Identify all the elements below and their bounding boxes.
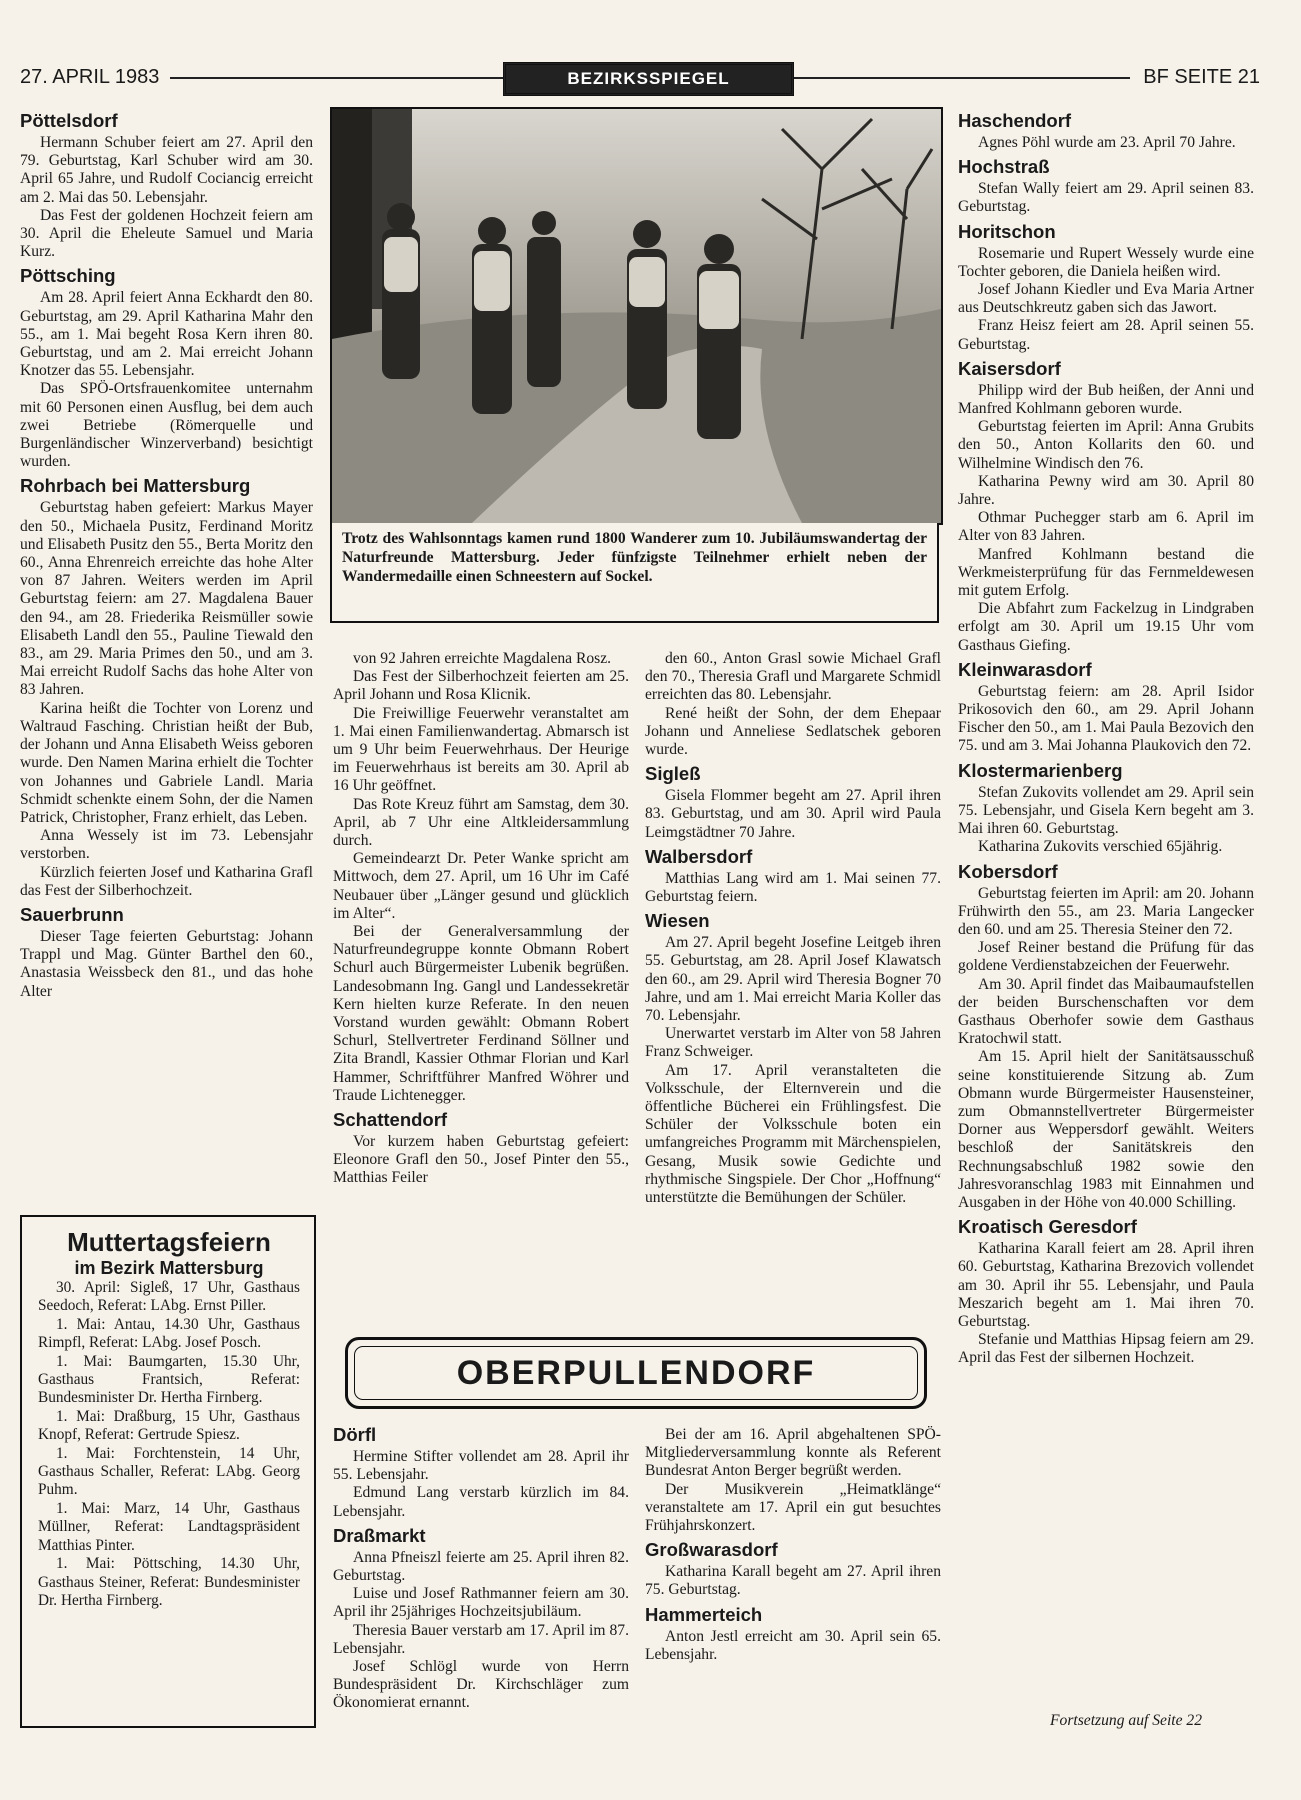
section-heading: Klostermarienberg xyxy=(958,759,1123,781)
article-paragraph: Dieser Tage feierten Geburtstag: Johann Trappl und Mag. Günter Barthel den 60., Anastasia Weissbeck den 81., und das hohe Alter xyxy=(20,927,313,1000)
article-paragraph: Katharina Karall begeht am 27. April ihren 75. Geburtstag. xyxy=(645,1563,941,1599)
article-paragraph: Philipp wird der Bub heißen, der Anni und Manfred Kohlmann geboren wurde. xyxy=(958,381,1254,418)
section-heading: Haschendorf xyxy=(958,110,1072,131)
article-paragraph: Am 28. April feiert Anna Eckhardt den 80. Geburtstag, am 29. April Katharina Mahr den 55., am 1. Mai begeht Rosa Kern ihren 80. Geburtstag, und am 2. Mai erreicht Johann Knotzer das 55. Lebensjahr. xyxy=(20,289,313,380)
article-paragraph: Anna Wessely ist im 73. Lebensjahr verstorben. xyxy=(20,827,313,863)
article-paragraph: Agnes Pöhl wurde am 23. April 70 Jahre. xyxy=(978,134,1236,151)
article-paragraph: Katharina Karall feiert am 28. April ihren 60. Geburtstag, Katharina Brezovich vollendet am 30. April ihr 55. Lebensjahr, und Paula Meszarich begeht am 1. Mai ihren 70. Geburtstag. xyxy=(958,1240,1254,1330)
section-heading: Kaisersdorf xyxy=(958,357,1061,379)
section-heading: Kroatisch Geresdorf xyxy=(958,1216,1137,1238)
article-paragraph: Josef Johann Kiedler und Eva Maria Artner aus Deutschkreutz gaben sich das Jawort. xyxy=(958,281,1254,317)
article-paragraph: Katharina Zukovits verschied 65jährig. xyxy=(978,838,1223,856)
section-heading: Horitschon xyxy=(958,220,1056,242)
article-paragraph: Matthias Lang wird am 1. Mai seinen 77. Geburtstag feiern. xyxy=(645,869,941,906)
article-paragraph: Stefan Wally feiert am 29. April seinen 83. Geburtstag. xyxy=(958,180,1254,216)
muttertag-title: Muttertagsfeiern xyxy=(67,1227,271,1257)
article-paragraph: Stefanie und Matthias Hipsag feiern am 29. April das Fest der silbernen Hochzeit. xyxy=(958,1331,1254,1367)
wanderers-photo xyxy=(330,107,943,525)
article-paragraph: Theresia Bauer verstarb am 17. April im 87. Lebensjahr. xyxy=(333,1621,629,1657)
article-paragraph: Manfred Kohlmann bestand die Werkmeisterprüfung für das Fernmeldewesen mit gutem Erfolg. xyxy=(958,545,1254,600)
article-paragraph: Vor kurzem haben Geburtstag gefeiert: Eleonore Grafl den 50., Josef Pinter den 55., Matthias Feiler xyxy=(333,1133,629,1187)
column-2 xyxy=(333,650,629,1188)
section-heading: Pöttelsdorf xyxy=(20,110,118,131)
article-paragraph: Katharina Pewny wird am 30. April 80 Jahre. xyxy=(958,472,1254,509)
article-paragraph: René heißt der Sohn, der dem Ehepaar Johann und Anneliese Sedlatschek geboren wurde. xyxy=(645,704,941,759)
continuation-note: Fortsetzung auf Seite 22 xyxy=(1050,1712,1203,1729)
section-heading: Sigleß xyxy=(645,763,701,785)
article-paragraph: Geburtstag feierten im April: Anna Grubits den 50., Anton Kollarits den 60. und Wilhelmine Windisch den 76. xyxy=(958,418,1254,472)
article-paragraph: Am 15. April hielt der Sanitätsausschuß seine konstituierende Sitzung ab. Zum Obmann wurde Bürgermeister Hausensteiner, zum Obmannstellvertreter Bürgermeister Dorner aus Weppersdorf gewählt. Weiters beschloß der Sanitätskreis den Rechnungsabschluß 1982 sowie den Jahresvoranschlag 1983 mit Einnahmen und Ausgaben in der Höhe von 40.000 Schilling. xyxy=(958,1048,1254,1211)
page-number: BF SEITE 21 xyxy=(1137,66,1260,89)
section-heading: Hammerteich xyxy=(645,1603,763,1625)
column-4 xyxy=(958,106,1254,1368)
article-paragraph: Gemeindearzt Dr. Peter Wanke spricht am Mittwoch, dem 27. April, um 16 Uhr im Café Neubauer über „Länger gesund und glücklich im Alter“. xyxy=(333,850,629,922)
section-heading: Wiesen xyxy=(645,910,710,932)
article-paragraph: Das SPÖ-Ortsfrauenkomitee unternahm mit 60 Personen einen Ausflug, bei dem auch zwei Betriebe (Römerquelle und Burgenländischer Winzerverband) besichtigt wurden. xyxy=(20,380,313,471)
article-paragraph: Karina heißt die Tochter von Lorenz und Waltraud Fasching. Christian heißt der Bub, der Johann und Anna Elisabeth Weiss geboren wurde. Den Namen Marina erhielt die Tochter von Johannes und Gabriele Landl. Maria Schmidt schenkte einem Sohn, der die Namen Patrick, Christopher, Franz erhielt, das Leben. xyxy=(20,699,313,826)
section-heading: Hochstraß xyxy=(958,156,1050,178)
event-item: 1. Mai: Draßburg, 15 Uhr, Gasthaus Knopf, Referat: Gertrude Spiesz. xyxy=(38,1407,300,1444)
article-paragraph: Geburtstag haben gefeiert: Markus Mayer den 50., Michaela Pusitz, Ferdinand Moritz und Elisabeth Pusitz den 55., Berta Moritz den 60., Anna Ehrenreich erreichte das hohe Alter von 87 Jahren. Weiters werden im April Geburtstag feiern: am 27. Magdalena Bauer den 94., am 28. Friederika Reismüller sowie Elisabeth Landl den 55., Pauline Tiewald den 83., am 29. Maria Primes den 50., und am 3. Mai erreicht Rudolf Sachs das hohe Alter von 83 Jahren. xyxy=(20,499,313,699)
column-2-lower xyxy=(333,1420,629,1713)
photo-caption: Trotz des Wahlsonntags kamen rund 1800 Wanderer zum 10. Jubiläumswandertag der Naturfreunde Mattersburg. Jeder fünfzigste Teilnehmer erhielt neben der Wandermedaille einen Schneestern auf Sockel. xyxy=(330,523,939,623)
article-paragraph: Edmund Lang verstarb kürzlich im 84. Lebensjahr. xyxy=(333,1484,629,1520)
section-heading: Kobersdorf xyxy=(958,860,1058,882)
article-paragraph: den 60., Anton Grasl sowie Michael Grafl den 70., Theresia Grafl und Margarete Schmidl erreichten das 80. Lebensjahr. xyxy=(645,650,941,704)
section-heading: Draßmarkt xyxy=(333,1524,426,1546)
article-paragraph: Das Fest der goldenen Hochzeit feiern am 30. April die Eheleute Samuel und Maria Kurz. xyxy=(20,206,313,261)
section-heading: Dörfl xyxy=(333,1424,377,1445)
section-heading: Großwarasdorf xyxy=(645,1539,778,1561)
page-header xyxy=(20,62,1260,94)
article-paragraph: von 92 Jahren erreichte Magdalena Rosz. xyxy=(353,650,612,667)
article-paragraph: Unerwartet verstarb im Alter von 58 Jahren Franz Schweiger. xyxy=(645,1025,941,1061)
article-paragraph: Anton Jestl erreicht am 30. April sein 65. Lebensjahr. xyxy=(645,1627,941,1663)
muttertag-box xyxy=(20,1215,316,1728)
article-paragraph: Der Musikverein „Heimatklänge“ veranstaltete am 17. April ein gut besuchtes Frühjahrskonzert. xyxy=(645,1480,941,1535)
article-paragraph: Am 30. April findet das Maibaumaufstellen der beiden Burschenschaften vor dem Gasthaus Oberhofer sowie dem Gasthaus Kratochwil statt. xyxy=(958,975,1254,1048)
section-heading: Pöttsching xyxy=(20,265,116,287)
article-paragraph: Hermine Stifter vollendet am 28. April ihr 55. Lebensjahr. xyxy=(333,1448,629,1484)
article-paragraph: Das Rote Kreuz führt am Samstag, dem 30. April, ab 7 Uhr eine Altkleidersammlung durch. xyxy=(333,795,629,850)
article-paragraph: Kürzlich feierten Josef und Katharina Grafl das Fest der Silberhochzeit. xyxy=(20,863,313,899)
article-paragraph: Bei der am 16. April abgehaltenen SPÖ-Mitgliederversammlung konnte als Referent Bundesrat Anton Berger begrüßt werden. xyxy=(645,1426,941,1480)
article-paragraph: Josef Schlögl wurde von Herrn Bundespräsident Dr. Kirchschläger zum Ökonomierat ernannt. xyxy=(333,1658,629,1712)
event-item: 1. Mai: Forchtenstein, 14 Uhr, Gasthaus Schaller, Referat: LAbg. Georg Puhm. xyxy=(38,1444,300,1499)
article-paragraph: Die Abfahrt zum Fackelzug in Lindgraben erfolgt am 30. April um 19.15 Uhr vom Gasthaus Giefing. xyxy=(958,600,1254,654)
article-paragraph: Stefan Zukovits vollendet am 29. April sein 75. Lebensjahr, und Gisela Kern begeht am 3. Mai ihren 60. Geburtstag. xyxy=(958,783,1254,838)
section-heading: Schattendorf xyxy=(333,1109,448,1131)
article-paragraph: Anna Pfneiszl feierte am 25. April ihren 82. Geburtstag. xyxy=(333,1548,629,1585)
section-title: BEZIRKSSPIEGEL xyxy=(503,62,794,96)
article-paragraph: Geburtstag feiern: am 28. April Isidor Prikosovich den 60., am 29. April Johann Fischer den 50., am 1. Mai Paula Bezovich den 75. und am 3. Mai Johanna Plaukovich den 72. xyxy=(958,682,1254,755)
article-paragraph: Rosemarie und Rupert Wessely wurde eine Tochter geboren, die Daniela heißen wird. xyxy=(958,244,1254,280)
section-heading: Rohrbach bei Mattersburg xyxy=(20,475,251,497)
banner-title: OBERPULLENDORF xyxy=(354,1346,918,1400)
section-heading: Kleinwarasdorf xyxy=(958,658,1092,680)
column-1 xyxy=(20,106,313,1001)
article-paragraph: Josef Reiner bestand die Prüfung für das goldene Verdienstabzeichen der Feuerwehr. xyxy=(958,939,1254,975)
article-paragraph: Bei der Generalversammlung der Naturfreundegruppe konnte Obmann Robert Schurl auch Bürgermeister Lubenik begrüßen. Landesobmann Ing. Gangl und Landessekretär Kern hielten kurze Referate. In den neuen Vorstand wurden gewählt: Obmann Robert Schurl, Stellvertreter Ferdinand Söllner und Zita Brandl, Kassier Othmar Florian und Karl Hammer, Schriftführer Manfred Wöhrer und Traude Lichtenegger. xyxy=(333,923,629,1104)
article-paragraph: Das Fest der Silberhochzeit feierten am 25. April Johann und Rosa Klicnik. xyxy=(333,668,629,704)
muttertag-subtitle: im Bezirk Mattersburg xyxy=(74,1258,264,1278)
article-paragraph: Geburtstag feierten im April: am 20. Johann Frühwirth den 55., am 23. Maria Langecker den 60. und am 25. Theresia Steiner den 72. xyxy=(958,884,1254,938)
article-paragraph: Am 17. April veranstalteten die Volksschule, der Elternverein und die öffentliche Bücherei ein Frühlingsfest. Die Schüler der Volksschule boten ein umfangreiches Programm mit Märchenspielen, Gesang, Musik sowie Gedichte und rhythmische Singspiele. Der Chor „Hoffnung“ unterstützte die Bemühungen der Schüler. xyxy=(645,1061,941,1207)
article-paragraph: Othmar Puchegger starb am 6. April im Alter von 83 Jahren. xyxy=(958,509,1254,545)
event-item: 1. Mai: Antau, 14.30 Uhr, Gasthaus Rimpfl, Referat: LAbg. Josef Posch. xyxy=(38,1315,300,1352)
article-paragraph: Gisela Flommer begeht am 27. April ihren 83. Geburtstag, und am 30. April wird Paula Leimgstädtner 70 Jahre. xyxy=(645,787,941,841)
event-item: 1. Mai: Pöttsching, 14.30 Uhr, Gasthaus Steiner, Referat: Bundesminister Dr. Hertha Firnberg. xyxy=(38,1555,300,1609)
event-item: 1. Mai: Baumgarten, 15.30 Uhr, Gasthaus Frantsich, Referat: Bundesminister Dr. Hertha Firnberg. xyxy=(38,1352,300,1407)
muttertag-list xyxy=(38,1279,300,1610)
section-heading: Walbersdorf xyxy=(645,845,753,867)
event-item: 30. April: Sigleß, 17 Uhr, Gasthaus Seedoch, Referat: LAbg. Ernst Piller. xyxy=(38,1279,300,1315)
issue-date: 27. APRIL 1983 xyxy=(20,66,165,89)
column-3-lower xyxy=(645,1426,941,1664)
article-paragraph: Franz Heisz feiert am 28. April seinen 55. Geburtstag. xyxy=(958,317,1254,353)
column-3 xyxy=(645,650,941,1207)
article-paragraph: Luise und Josef Rathmanner feiern am 30. April ihr 25jähriges Hochzeitsjubiläum. xyxy=(333,1585,629,1621)
photo-illustration xyxy=(332,109,941,523)
event-item: 1. Mai: Marz, 14 Uhr, Gasthaus Müllner, Referat: Landtagspräsident Matthias Pinter. xyxy=(38,1499,300,1554)
article-paragraph: Am 27. April begeht Josefine Leitgeb ihren 55. Geburtstag, am 28. April Josef Klawatsch den 60., am 29. April wird Theresia Bogner 70 Jahre, und am 1. Mai erreicht Maria Koller das 70. Lebensjahr. xyxy=(645,934,941,1025)
article-paragraph: Die Freiwillige Feuerwehr veranstaltet am 1. Mai einen Familienwandertag. Abmarsch ist um 9 Uhr beim Feuerwehrhaus. Der Heurige im Feuerwehrhaus ist bereits am 30. April ab 16 Uhr geöffnet. xyxy=(333,704,629,795)
oberpullendorf-banner xyxy=(345,1337,927,1409)
article-paragraph: Hermann Schuber feiert am 27. April den 79. Geburtstag, Karl Schuber wird am 30. April 65 Jahre, und Rudolf Cociancig erreicht am 2. Mai das 50. Lebensjahr. xyxy=(20,134,313,206)
section-heading: Sauerbrunn xyxy=(20,903,124,925)
